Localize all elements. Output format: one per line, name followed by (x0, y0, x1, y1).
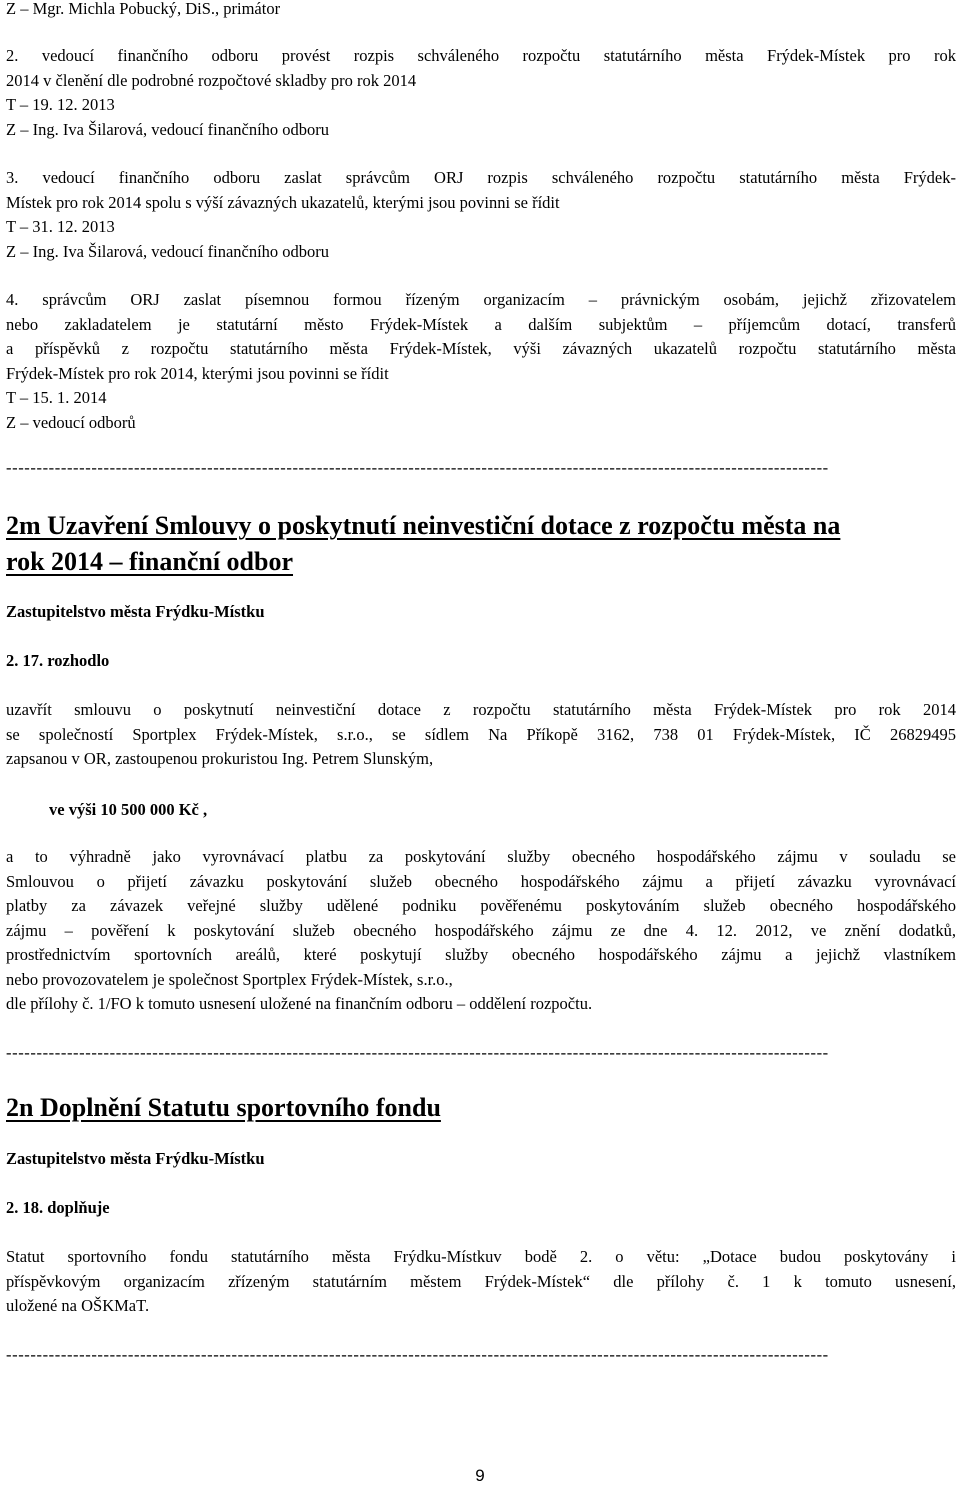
task-4 (6, 288, 956, 435)
section-2m-paragraph-1: uzavřít smlouvu o poskytnutí neinvestiční dotace z rozpočtu statutárního města Frýdek-Místek pro rok 2014 se společností Sportplex Frýdek-Místek, s.r.o., se sídlem Na Příkopě 3162, 738 01 Frýdek-Místek, IČ 26829495 zapsanou v OR, zastoupenou prokuristou Ing. Petrem Slunským, (6, 700, 956, 768)
section-2m-amount: ve výši 10 500 000 Kč , (49, 800, 208, 819)
section-2m-decision: 2. 17. rozhodlo (6, 651, 110, 670)
task-2-responsible: Z – Ing. Iva Šilarová, vedoucí finančního odboru (6, 119, 330, 139)
task-3-deadline: T – 31. 12. 2013 (6, 217, 115, 236)
section-2n-decision: 2. 18. doplňuje (6, 1198, 110, 1217)
section-2n-heading: 2n Doplnění Statutu sportovního fondu (6, 1093, 441, 1122)
task-2-line-2: 2014 v členění dle podrobné rozpočtové skladby pro rok 2014 (6, 70, 417, 90)
top-responsible: Z – Mgr. Michla Pobucký, DiS., primátor (6, 0, 281, 18)
section-2m (6, 508, 956, 580)
task-2 (6, 44, 956, 142)
section-2n-body-name: Zastupitelstvo města Frýdku-Místku (6, 1149, 265, 1168)
task-3-line-2: Místek pro rok 2014 spolu s výší závazných ukazatelů, kterými jsou povinni se řídit (6, 192, 560, 212)
task-4-deadline: T – 15. 1. 2014 (6, 388, 107, 407)
page-number: 9 (475, 1466, 485, 1485)
task-4-line-4: Frýdek-Místek pro rok 2014, kterými jsou povinni se řídit (6, 363, 389, 383)
section-2m-paragraph-2: a to výhradně jako vyrovnávací platbu za poskytování služby obecného hospodářského zájmu v souladu se Smlouvou o přijetí závazku poskytování služeb obecného hospodářského zájmu a přijetí závazku vyrovnávací platby za závazek veřejné služby udělené podniku pověřenému poskytováním služeb obecného hospodářského zájmu – pověření k poskytování služeb obecného hospodářského zájmu ze dne 4. 12. 2012, ve znění dodatků, prostřednictvím sportovních areálů, které poskytují služby obecného hospodářského zájmu a jejichž vlastníkem nebo provozovatelem je společnost Sportplex Frýdek-Místek, s.r.o., dle přílohy č. 1/FO k tomuto usnesení uložené na finančním odboru – oddělení rozpočtu. (6, 847, 956, 1013)
separator-1: --------------------------------------------------------------------------------------------------------------------------------------- (6, 458, 829, 477)
section-2n-paragraph-1: Statut sportovního fondu statutárního města Frýdku-Místkuv bodě 2. o větu: „Dotace budou poskytovány i příspěvkovým organizacím zřízeným statutárním městem Frýdek-Místek“ dle přílohy č. 1 k tomuto usnesení, uložené na OŠKMaT. (6, 1247, 956, 1315)
task-4-line-2: nebo zakladatelem je statutární město Frýdek-Místek a dalším subjektům – příjemcům dotací, transferů (6, 314, 956, 334)
separator-2: --------------------------------------------------------------------------------------------------------------------------------------- (6, 1043, 829, 1062)
section-2m-body-name: Zastupitelstvo města Frýdku-Místku (6, 602, 265, 621)
task-3-responsible: Z – Ing. Iva Šilarová, vedoucí finančního odboru (6, 241, 330, 261)
task-4-line-3: a příspěvků z rozpočtu statutárního města Frýdek-Místek, výši závazných ukazatelů rozpočtu statutárního města (6, 339, 956, 358)
task-3-line-1: 3. vedoucí finančního odboru zaslat správcům ORJ rozpis schváleného rozpočtu statutárního města Frýdek- (6, 168, 956, 187)
task-3 (6, 166, 956, 264)
section-2m-heading: 2m Uzavření Smlouvy o poskytnutí neinvestiční dotace z rozpočtu města na rok 2014 – finanční odbor (6, 511, 841, 576)
separator-3: --------------------------------------------------------------------------------------------------------------------------------------- (6, 1345, 829, 1364)
task-4-line-1: 4. správcům ORJ zaslat písemnou formou řízeným organizacím – právnickým osobám, jejichž zřizovatelem (6, 290, 956, 309)
task-4-responsible: Z – vedoucí odborů (6, 412, 136, 432)
task-2-deadline: T – 19. 12. 2013 (6, 95, 115, 114)
task-2-line-1: 2. vedoucí finančního odboru provést rozpis schváleného rozpočtu statutárního města Frýdek-Místek pro rok (6, 46, 956, 65)
